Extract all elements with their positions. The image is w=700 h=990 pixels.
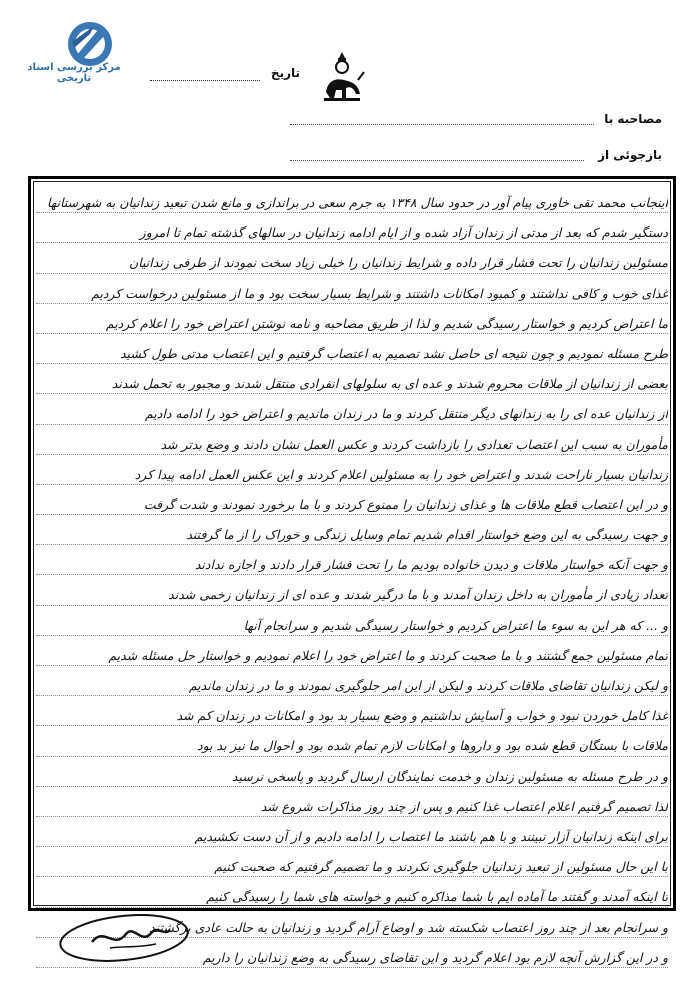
handwritten-statement (36, 188, 668, 973)
statement-line: و سرانجام بعد از چند روز اعتصاب شکسته شد و اوضاع آرام گردید و زندانیان به حالت عادی برگشتند (36, 913, 668, 943)
statement-line: تا اینکه آمدند و گفتند ما آماده ایم با شما مذاکره کنیم و خواسته های شما را رسیدگی کنیم (36, 882, 668, 912)
statement-line: غذا کامل خوردن نبود و خواب و آسایش نداشتیم و وضع بسیار بد بود و امکانات در زندان کم شد (36, 701, 668, 731)
statement-line: لذا تصمیم گرفتیم اعلام اعتصاب غذا کنیم و پس از چند روز مذاکرات شروع شد (36, 792, 668, 822)
statement-line: اینجانب محمد تقی خاوری پیام آور در حدود سال ۱۳۴۸ به جرم سعی در براندازی و مانع شدن تبعید زندانیان به شهرستانها (36, 188, 668, 218)
date-label: تاریخ (270, 66, 300, 80)
statement-line: ما اعتراض کردیم و خواستار رسیدگی شدیم و لذا از طریق مصاحبه و نامه نوشتن اعتراض خود را اعلام کردیم (36, 309, 668, 339)
archive-name: مرکز بررسی اسناد تاریخی (27, 62, 121, 84)
statement-line: بعضی از زندانیان از ملاقات محروم شدند و عده ای به سلولهای انفرادی منتقل شدند و مجبور به تحمل شدند (36, 369, 668, 399)
interrogation-line (290, 160, 584, 161)
statement-line: ملاقات با بستگان قطع شده بود و داروها و امکانات لازم تمام شده بود و احوال ما نیز بد بود (36, 731, 668, 761)
statement-line: مسئولین زندانیان را تحت فشار قرار داده و شرایط زندانیان را خیلی زیاد سخت نمودند از طرفی زندانیان (36, 248, 668, 278)
statement-line: و در این گزارش آنچه لازم بود اعلام گردید و این تقاضای رسیدگی به وضع زندانیان را داریم (36, 943, 668, 973)
signature (52, 906, 202, 976)
interview-line (290, 124, 594, 125)
statement-line: با این حال مسئولین از تبعید زندانیان جلوگیری نکردند و ما تصمیم گرفتیم که صحبت کنیم (36, 852, 668, 882)
statement-line: و لیکن زندانیان تقاضای ملاقات کردند و لیکن از این امر جلوگیری نمودند و ما در زندان ماندیم (36, 671, 668, 701)
date-field (150, 66, 300, 86)
statement-line: غذای خوب و کافی نداشتند و کمبود امکانات داشتند و شرایط بسیار سخت بود و ما از مسئولین درخواست کردیم (36, 279, 668, 309)
statement-line: و جهت آنکه خواستار ملاقات و دیدن خانواده بودیم ما را تحت فشار قرار دادند و اجازه ندادند (36, 550, 668, 580)
lion-and-sun-emblem (318, 50, 366, 106)
statement-line: و در این اعتصاب قطع ملاقات ها و غذای زندانیان را ممنوع کردند و با ما برخورد نمودند و شدت گرفت (36, 490, 668, 520)
statement-line: تمام مسئولین جمع گشتند و با ما صحبت کردند و ما اعتراض خود را اعلام نمودیم و خواستار حل مسئله شدیم (36, 641, 668, 671)
date-line (150, 80, 260, 81)
statement-line: و جهت رسیدگی به این وضع خواستار اقدام شدیم تمام وسایل زندگی و خوراک را از ما گرفتند (36, 520, 668, 550)
statement-line: و در طرح مسئله به مسئولین زندان و خدمت نمایندگان ارسال گردید و پاسخی نرسید (36, 762, 668, 792)
interview-field (290, 112, 662, 134)
statement-line: طرح مسئله نمودیم و چون نتیجه ای حاصل نشد تصمیم به اعتصاب گرفتیم و این اعتصاب مدتی طول کشید (36, 339, 668, 369)
statement-line: برای اینکه زندانیان آزار نبینند و با هم باشند ما اعتصاب را ادامه دادیم و از آن دست نکشیدیم (36, 822, 668, 852)
statement-line: از زندانیان عده ای را به زندانهای دیگر منتقل کردند و ما در زندان ماندیم و اعتراض خود را ادامه دادیم (36, 399, 668, 429)
statement-line: دستگیر شدم که بعد از مدتی از زندان آزاد شده و از ایام ادامه زندانیان در سالهای گذشته تمام تا امروز (36, 218, 668, 248)
statement-line: مأموران به سبب این اعتصاب تعدادی را بازداشت کردند و عکس العمل نشان دادند و وضع بدتر شد (36, 430, 668, 460)
statement-line: تعداد زیادی از مأموران به داخل زندان آمدند و با ما درگیر شدند و عده ای از زندانیان زخمی شدند (36, 580, 668, 610)
interview-label: مصاحبه با (604, 112, 662, 126)
interrogation-field (290, 148, 662, 170)
interrogation-label: بازجوئی از (598, 148, 662, 162)
statement-line: زندانیان بسیار ناراحت شدند و اعتراض خود را به مسئولین اعلام کردند و این عکس العمل ادامه پیدا کرد (36, 460, 668, 490)
statement-line: و ... که هر این به سوء ما اعتراض کردیم و خواستار رسیدگی شدیم و سرانجام آنها (36, 611, 668, 641)
